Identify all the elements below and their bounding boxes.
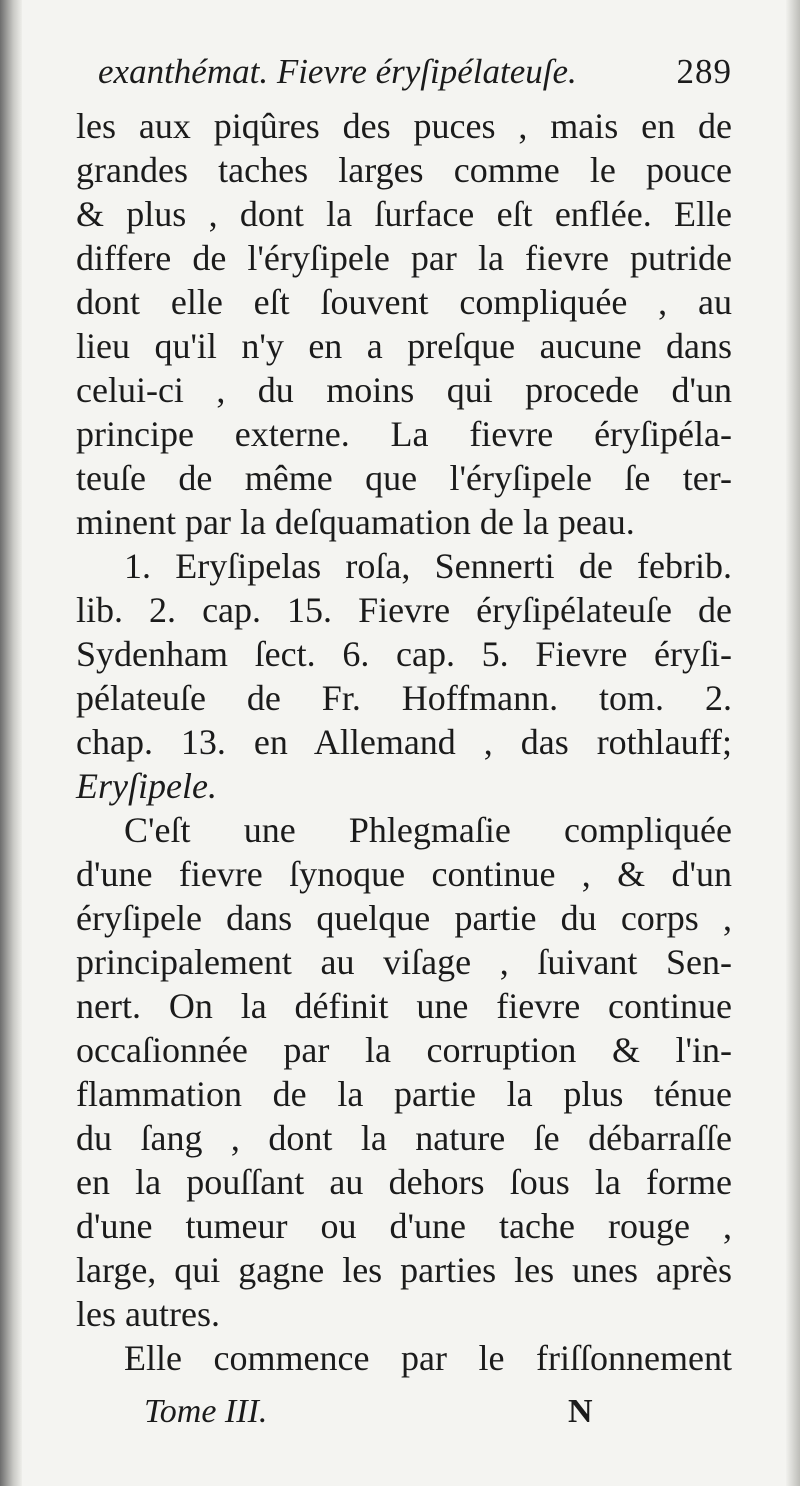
text-line: Elle commence par le friſſonnement — [124, 1338, 732, 1378]
signature-mark: N — [568, 1393, 593, 1430]
text-line: en la pouſſant au dehors ſous la forme — [76, 1162, 732, 1202]
text-line: C'eſt une Phlegmaſie compliquée — [124, 810, 732, 850]
text-line: minent par la deſquamation de la peau. — [76, 502, 635, 542]
reference-line: pélateuſe de Fr. Hoffmann. tom. 2. — [76, 678, 732, 718]
reference-line: 1. Eryſipelas roſa, Sennerti de febrib. — [124, 546, 732, 586]
text-line: dont elle eſt ſouvent compliquée , au — [76, 282, 732, 322]
text-line: d'une fievre ſynoque continue , & d'un — [76, 854, 732, 894]
text-line: celui-ci , du moins qui procede d'un — [76, 370, 732, 410]
page-footer — [76, 1384, 732, 1440]
running-head — [76, 40, 732, 104]
text-line: large, qui gagne les parties les unes après — [76, 1250, 732, 1290]
text-line: grandes taches larges comme le pouce — [76, 150, 732, 190]
text-line: d'une tumeur ou d'une tache rouge , — [76, 1206, 732, 1246]
text-line: du ſang , dont la nature ſe débarraſſe — [76, 1118, 732, 1158]
reference-line: Eryſipele. — [76, 766, 217, 806]
text-line: principalement au viſage , ſuivant Sen- — [76, 942, 732, 982]
body-text — [76, 104, 732, 1380]
text-line: les autres. — [76, 1294, 220, 1334]
text-line: differe de l'éryſipele par la fievre putride — [76, 238, 732, 278]
volume-signature: Tome III. — [144, 1393, 268, 1430]
page-number: 289 — [676, 52, 732, 91]
text-line: occaſionnée par la corruption & l'in- — [76, 1030, 732, 1070]
text-line: & plus , dont la ſurface eſt enflée. Elle — [76, 194, 732, 234]
reference-line: Sydenham ſect. 6. cap. 5. Fievre éryſi- — [76, 634, 732, 674]
text-line: lieu qu'il n'y en a preſque aucune dans — [76, 326, 732, 366]
reference-line: chap. 13. en Allemand , das rothlauff; — [76, 722, 732, 762]
running-head-title: exanthémat. Fievre éryſipélateuſe. — [98, 52, 577, 91]
scan-shadow-left — [0, 0, 22, 1486]
book-page — [76, 40, 732, 1440]
text-line: principe externe. La fievre éryſipéla- — [76, 414, 732, 454]
scan-shadow-right — [786, 0, 800, 1486]
text-line: éryſipele dans quelque partie du corps , — [76, 898, 732, 938]
text-line: flammation de la partie la plus ténue — [76, 1074, 732, 1114]
text-line: les aux piqûres des puces , mais en de — [76, 106, 732, 146]
reference-line: lib. 2. cap. 15. Fievre éryſipélateuſe de — [76, 590, 732, 630]
text-line: nert. On la définit une fievre continue — [76, 986, 732, 1026]
text-line: teuſe de même que l'éryſipele ſe ter- — [76, 458, 732, 498]
